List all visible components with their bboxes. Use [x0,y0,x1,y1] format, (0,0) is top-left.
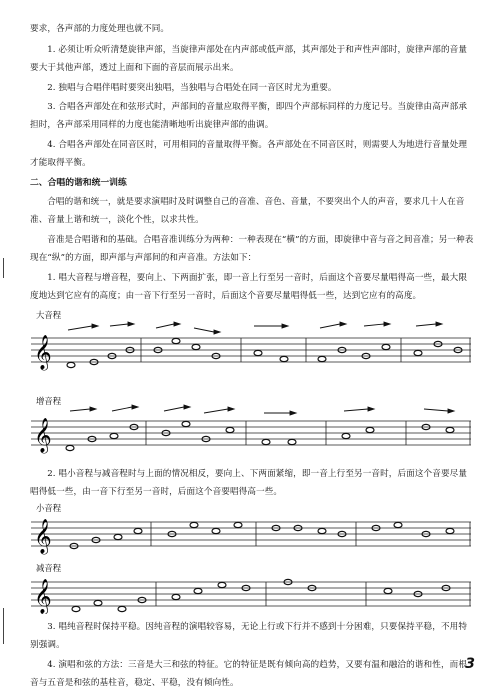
paragraph: 1. 必须让听众听清楚旋律声部，当旋律声部处在内声部或低声部，其声部处于和声性声部时，旋律声部的音量要大于其他声部，透过上面和下面的音层而展示出来。 [30,45,468,73]
paragraph: 4. 合唱各声部处在同音区时，可用相同的音量取得平衡。各声部处在不同音区时，则需要人为地进行音量处理才能取得平衡。 [30,140,468,168]
paragraph: 4. 演唱和弦的方法：三音是大三和弦的特征。它的特征是既有倾向高的趋势，又要有温和融洽的谐和性，而根音与五音是和弦的基柱音，稳定、平稳，没有倾向性。 [30,660,468,688]
paragraph: 2. 独唱与合唱伴唱时要突出独唱，当独唱与合唱处在同一音区时尤为重要。 [47,83,337,93]
paragraph: 3. 合唱各声部处在和弦形式时，声部间的音量应取得平衡，即四个声部标同样的力度记号。当旋律由高声部承担时，各声部采用同样的力度也能清晰地听出旋律声部的曲调。 [30,102,468,130]
treble-clef-icon: 𝄞 [34,335,52,370]
treble-clef-icon: 𝄞 [34,519,52,554]
staff-label-major: 大音程 [36,310,62,320]
music-staff-augmented [26,403,476,461]
margin-mark [3,258,4,278]
margin-mark [3,608,4,644]
paragraph: 2. 唱小音程与减音程时与上面的情况相反，要向上、下两面紧缩，即一音上行至另一音时，后面这个音要尽量唱得低一些，由一音下行至另一音时，后面这个音要唱得高一些。 [30,469,468,497]
music-staff-diminished [26,568,476,614]
paragraph: 要求，各声部的力度处理也就不同。 [30,24,170,34]
staff-label-minor: 小音程 [36,503,62,513]
music-staff-major [26,318,476,380]
paragraph: 合唱的谐和统一，就是要求演唱时及时调整自己的音准、音色、音量，不要突出个人的声音，要求几十人在音准、音量上谐和统一，淡化个性，以求共性。 [30,197,465,225]
music-staff-minor [26,510,476,556]
page-number: 3 [465,656,475,672]
paragraph: 1. 唱大音程与增音程，要向上、下两面扩张，即一音上行至另一音时，后面这个音要尽量唱得高一些，最大限度地达到它应有的高度；由一音下行至另一音时，后面这个音要尽量唱得低一些，达到它应有的高度。 [30,273,468,301]
section-heading: 二、合唱的谐和统一训练 [30,178,127,188]
paragraph: 音准是合唱谐和的基础。合唱音准训练分为两种：一种表现在“横”的方面，即旋律中音与音之间音准；另一种表现在“纵”的方面，即声部与声部间的和声音准。方法如下： [30,235,474,263]
treble-clef-icon: 𝄞 [34,579,52,614]
staff-label-augmented: 增音程 [36,396,62,406]
treble-clef-icon: 𝄞 [34,418,52,453]
paragraph: 3. 唱纯音程时保持平稳。因纯音程的演唱较容易，无论上行或下行并不感到十分困难，只要保持平稳，不用特别强调。 [30,622,468,650]
staff-label-diminished: 减音程 [36,563,62,573]
